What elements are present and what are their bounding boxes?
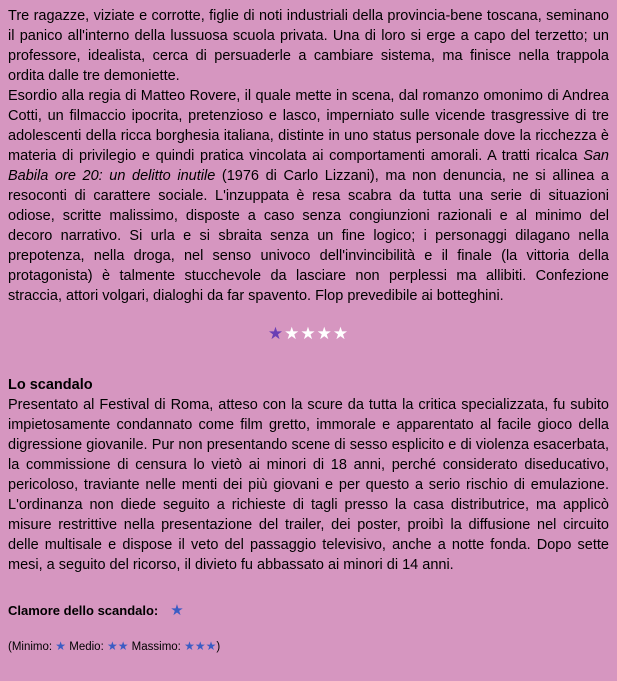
star-blue-icon: ★ [55, 639, 67, 654]
scandal-paragraph: Presentato al Festival di Roma, atteso con la scure da tutta la critica specializzata, fu subito impietosamente condannato come film gretto, immorale e apparentato al facile gioco della digressione giovanile. Pur non presentando scene di sesso esplicito e di violenza esacerbata, la commissione di censura lo vietò ai minori di 18 anni, perché considerato diseducativo, pericoloso, traviante nelle menti dei più giovani e per questo a serio rischio di emulazione. L'ordinanza non diede seguito a richieste di tagli presso la casa distributrice, ma applicò misure restrittive nella presentazione del trailer, dei poster, proibì la diffusione nel circuito delle multisale e dispose il veto del passaggio televisivo, anche a notte fonda. Dopo sette mesi, a seguito del ricorso, il divieto fu abbassato ai minori di 14 anni. [8, 397, 609, 574]
review-paragraph-2 [8, 86, 609, 306]
film-title-reference: San Babila ore 20: un delitto inutile [8, 148, 609, 184]
film-star-rating [8, 322, 609, 345]
review-paragraph-2-part1: Esordio alla regia di Matteo Rovere, il quale mette in scena, dal romanzo omonimo di Andrea Cotti, un filmaccio ipocrita, pretenzioso e lasco, imperniato sulle vicende trasgressive di tre adolescenti della ricca borghesia italiana, distinte in uno status personale dove la ricchezza è materia di privilegio e quindi pratica vincolata ai comportamenti amorali. A tratti ricalca [8, 88, 609, 164]
section-title-scandal: Lo scandalo [8, 377, 93, 394]
star-blue-icon: ★★★ [184, 639, 217, 654]
legend-prefix: (Minimo: [8, 641, 56, 654]
review-paragraph-1: Tre ragazze, viziate e corrotte, figlie di noti industriali della provincia-bene toscana, seminano il panico all'interno della lussuosa scuola privata. Una di loro si erge a capo del terzetto; un professore, idealista, cerca di persuaderle a cambiare sistema, ma finisce nella trappola ordita dalle tre demoniette. [8, 8, 609, 84]
review-paragraph-2-part2: (1976 di Carlo Lizzani), ma non denuncia, ne si allinea a resoconti di carattere sociale. L'inzuppata è resa scabra da tutta una serie di situazioni odiose, scritte malissimo, disposte a caso senza congiunzioni razionali e al minimo del decoro narrativo. Si urla e si sbraita senza un fine logico; i personaggi dilagano nella prepotenza, nella droga, nel senso univoco dell'invincibilità e il finale (la vittoria della protagonista) è talmente stucchevole da lasciare non perplessi ma allibiti. Confezione straccia, attori volgari, dialoghi da far spavento. Flop prevedibile ai botteghini. [8, 168, 609, 304]
star-filled-icon: ★ [267, 324, 285, 343]
legend-suffix: ) [216, 641, 221, 654]
scandal-rating-row [8, 601, 609, 622]
star-empty-icon: ★ [332, 324, 350, 343]
star-blue-icon: ★★ [106, 639, 129, 654]
star-empty-icon: ★ [284, 324, 301, 343]
star-empty-icon: ★ [316, 324, 333, 343]
star-blue-icon: ★ [170, 602, 184, 620]
rating-legend [8, 638, 609, 656]
legend-max-label: Massimo: [128, 641, 185, 654]
scandal-rating-label: Clamore dello scandalo: [8, 603, 159, 619]
legend-mid-label: Medio: [66, 641, 107, 654]
star-empty-icon: ★ [300, 324, 317, 343]
